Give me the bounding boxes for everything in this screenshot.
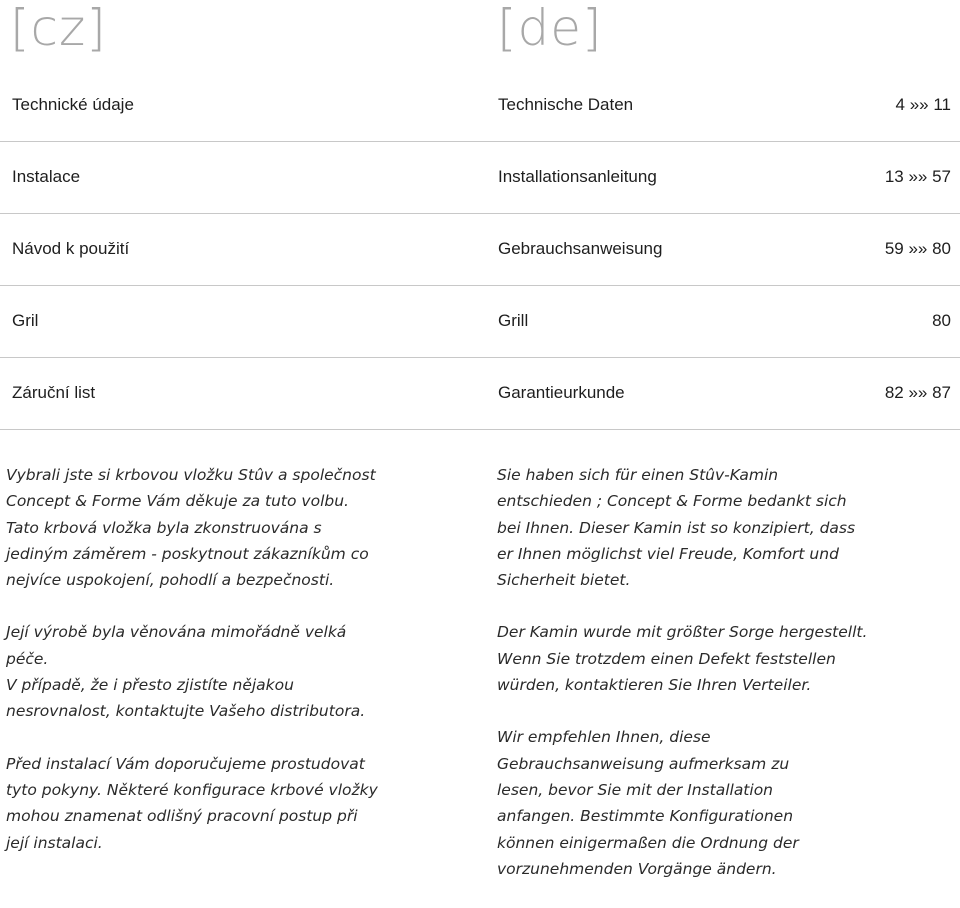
text-line: tyto pokyny. Některé konfigurace krbové vložky: [6, 780, 378, 799]
intro-paragraph: [497, 462, 937, 593]
toc-row-user-manual: [0, 214, 960, 286]
toc-row-warranty: [0, 358, 960, 430]
text-line: mohou znamenat odlišný pracovní postup při: [6, 807, 358, 826]
text-line: Její výrobě byla věnována mimořádně velká: [6, 623, 347, 642]
language-heading-cz: [cz]: [10, 0, 107, 57]
text-line: nejvíce uspokojení, pohodlí a bezpečnosti.: [6, 571, 335, 590]
text-line: vorzunehmenden Vorgänge ändern.: [497, 859, 777, 878]
toc-row-technical-data: [0, 70, 960, 142]
language-heading-de: [de]: [497, 0, 603, 57]
text-line: její instalaci.: [6, 833, 103, 852]
toc-pages: 59 »» 80: [884, 239, 951, 258]
text-line: Der Kamin wurde mit größter Sorge hergestellt.: [497, 623, 868, 642]
intro-paragraph: [6, 619, 446, 724]
toc-label-de: Installationsanleitung: [498, 167, 657, 186]
toc-label-de: Garantieurkunde: [498, 383, 625, 402]
toc-pages: 80: [932, 311, 951, 330]
text-line: Vybrali jste si krbovou vložku Stûv a společnost: [6, 466, 376, 484]
toc-label-cz: Návod k použití: [12, 239, 130, 258]
text-line: Sicherheit bietet.: [497, 571, 631, 590]
intro-paragraph: [6, 751, 446, 856]
text-line: würden, kontaktieren Sie Ihren Verteiler.: [497, 676, 812, 695]
text-line: entschieden ; Concept & Forme bedankt sich: [497, 492, 847, 511]
intro-text-cz: [6, 462, 446, 882]
text-line: Gebrauchsanweisung aufmerksam zu: [497, 754, 790, 773]
table-of-contents: [0, 70, 960, 430]
toc-label-de: Grill: [498, 311, 529, 330]
intro-paragraph: [6, 462, 446, 593]
toc-row-installation: [0, 142, 960, 214]
text-line: péče.: [6, 649, 49, 668]
toc-pages: 82 »» 87: [884, 383, 951, 402]
toc-label-de: Technische Daten: [498, 95, 634, 114]
text-line: Concept & Forme Vám děkuje za tuto volbu.: [6, 492, 349, 511]
text-line: jediným záměrem - poskytnout zákazníkům co: [6, 544, 369, 563]
toc-pages: 4 »» 11: [895, 95, 951, 114]
text-line: bei Ihnen. Dieser Kamin ist so konzipiert, dass: [497, 518, 856, 537]
toc-row-grill: [0, 286, 960, 358]
toc-label-cz: Gril: [12, 311, 39, 330]
text-line: lesen, bevor Sie mit der Installation: [497, 780, 774, 799]
intro-paragraph: [497, 619, 937, 698]
text-line: Před instalací Vám doporučujeme prostudovat: [6, 754, 365, 773]
text-line: Sie haben sich für einen Stûv-Kamin: [497, 466, 779, 484]
text-line: nesrovnalost, kontaktujte Vašeho distributora.: [6, 702, 366, 721]
text-line: Tato krbová vložka byla zkonstruována s: [6, 518, 322, 537]
toc-label-cz: Technické údaje: [12, 95, 134, 114]
text-line: Wenn Sie trotzdem einen Defekt feststellen: [497, 649, 836, 668]
toc-label-cz: Instalace: [12, 167, 81, 186]
text-line: können einigermaßen die Ordnung der: [497, 833, 799, 852]
toc-pages: 13 »» 57: [884, 167, 951, 186]
intro-paragraph: [497, 724, 937, 882]
text-line: anfangen. Bestimmte Konfigurationen: [497, 807, 794, 826]
text-line: V případě, že i přesto zjistíte nějakou: [6, 676, 294, 695]
intro-text-de: [497, 462, 937, 908]
toc-label-cz: Záruční list: [12, 383, 96, 402]
text-line: er Ihnen möglichst viel Freude, Komfort und: [497, 544, 839, 563]
text-line: Wir empfehlen Ihnen, diese: [497, 728, 711, 747]
toc-label-de: Gebrauchsanweisung: [498, 239, 663, 258]
